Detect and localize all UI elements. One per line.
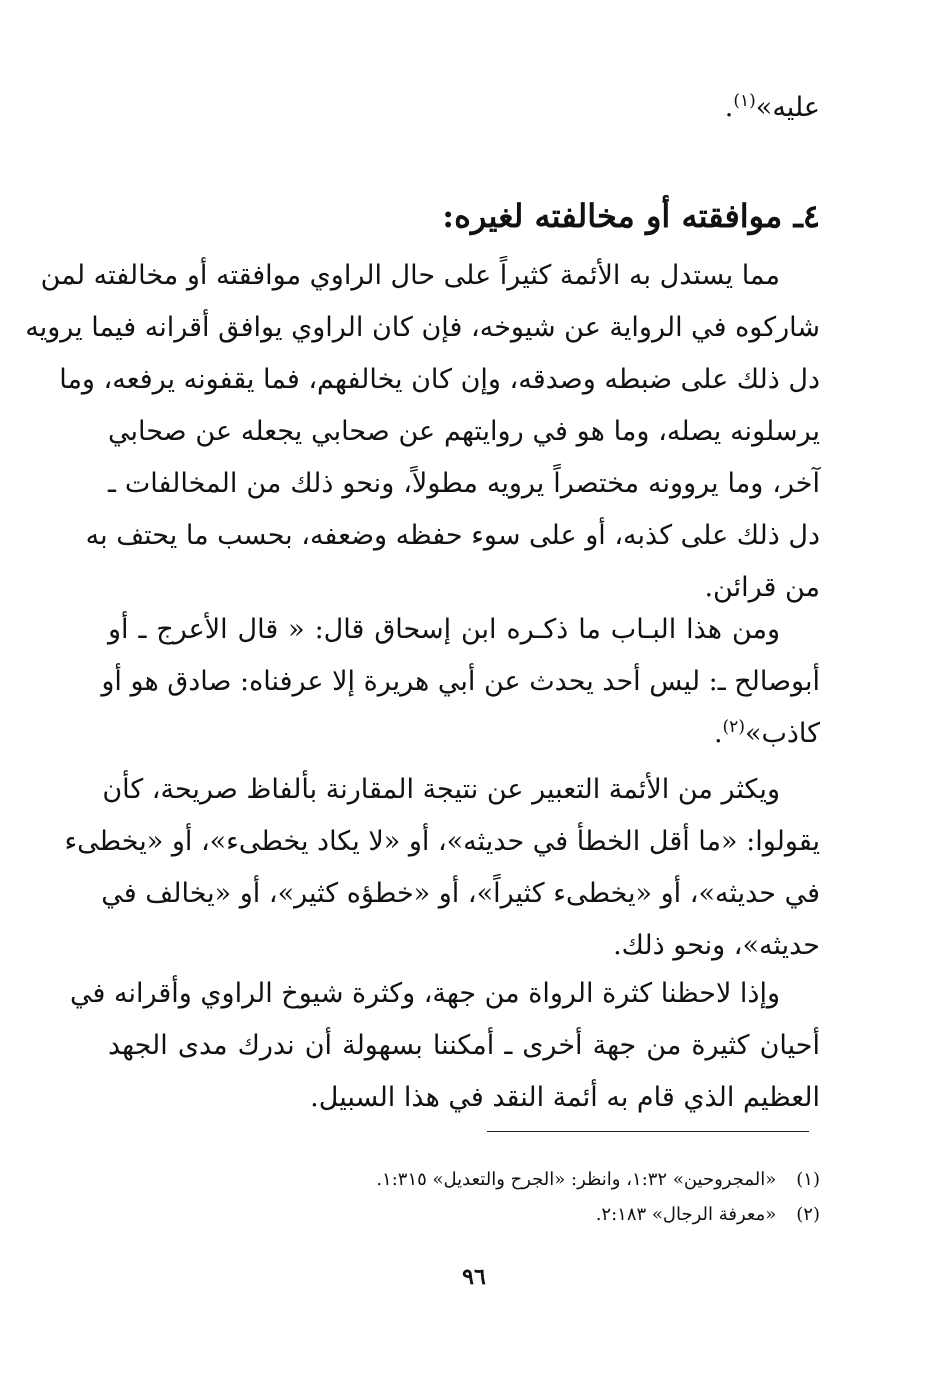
footnotes [108,1162,820,1232]
continued-quote-end: . [724,92,734,123]
paragraph-line: حديثه»، ونحو ذلك. [613,930,820,961]
paragraph-line: دل ذلك على كذبه، أو على سوء حفظه وضعفه، بحسب ما يحتف به [85,520,820,551]
paragraph-line-end: . [713,718,723,749]
continued-quote-text: عليه» [755,92,820,123]
paragraph-line: دل ذلك على ضبطه وصدقه، وإن كان يخالفهم، فما يقفونه يرفعه، وما [59,364,820,395]
footnote-2 [108,1197,820,1232]
paragraph-line: مما يستدل به الأئمة كثيراً على حال الراوي موافقته أو مخالفته لمن [40,260,780,291]
paragraph-line-with-footnote [108,708,820,760]
paragraph-line: العظيم الذي قام به أئمة النقد في هذا السبيل. [310,1082,820,1113]
footnote-1 [108,1162,820,1197]
paragraph-line: أبوصالح ـ: ليس أحد يحدث عن أبي هريرة إلا عرفناه: صادق هو أو [101,666,820,697]
continued-quote-line [725,82,820,134]
paragraph-line: يرسلونه يصله، وما هو في روايتهم عن صحابي يجعله عن صحابي [108,416,820,447]
footnote-text: «المجروحين» ١:٣٢، وانظر: «الجرح والتعديل» ١:٣١٥. [376,1169,777,1190]
paragraph-4 [70,968,820,1124]
footnote-ref-1: (١) [733,91,756,111]
paragraph-2 [101,604,820,760]
paragraph-3 [64,764,820,972]
paragraph-line: أحيان كثيرة من جهة أخرى ـ أمكننا بسهولة أن ندرك مدى الجهد [108,1030,820,1061]
footnote-number: (١) [796,1169,820,1190]
paragraph-1 [25,250,820,614]
paragraph-line: شاركوه في الرواية عن شيوخه، فإن كان الراوي يوافق أقرانه فيما يرويه [25,312,820,343]
footnote-text: «معرفة الرجال» ٢:١٨٣. [595,1204,777,1225]
paragraph-line: وإذا لاحظنا كثرة الرواة من جهة، وكثرة شيوخ الراوي وأقرانه في [70,978,780,1009]
footnote-number: (٢) [796,1204,820,1225]
footnote-ref-2: (٢) [722,717,745,737]
paragraph-line: من قرائن. [704,572,820,603]
paragraph-line-text: كاذب» [744,718,820,749]
section-heading: ٤ـ موافقته أو مخالفته لغيره: [442,197,820,235]
page-number: ٩٦ [462,1264,486,1290]
paragraph-line: آخر، وما يروونه مختصراً يرويه مطولاً، ونحو ذلك من المخالفات ـ [108,468,820,499]
paragraph-line: ويكثر من الأئمة التعبير عن نتيجة المقارنة بألفاظ صريحة، كأن [102,774,780,805]
footnote-separator [487,1131,809,1132]
paragraph-line: يقولوا: «ما أقل الخطأ في حديثه»، أو «لا يكاد يخطىء»، أو «يخطىء [64,826,820,857]
paragraph-line: في حديثه»، أو «يخطىء كثيراً»، أو «خطؤه كثير»، أو «يخالف في [101,878,820,909]
paragraph-line: ومن هذا البـاب ما ذكـره ابن إسحاق قال: « قال الأعرج ـ أو [108,614,780,645]
